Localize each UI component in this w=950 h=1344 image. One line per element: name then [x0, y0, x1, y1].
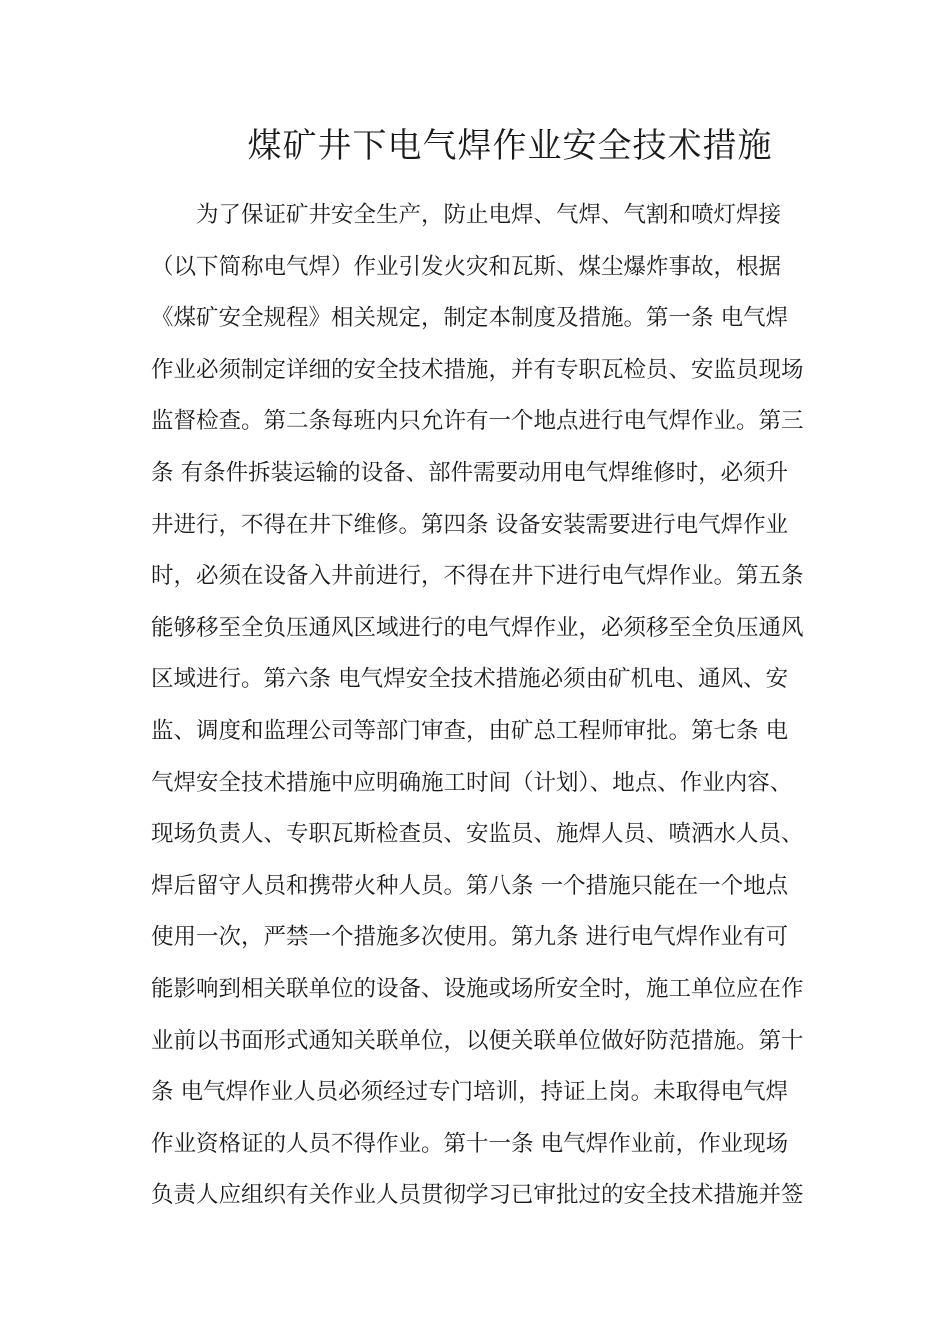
body-line: 业前以书面形式通知关联单位，以便关联单位做好防范措施。第十 [151, 1027, 804, 1054]
body-line: 作业资格证的人员不得作业。第十一条 电气焊作业前，作业现场 [151, 1130, 789, 1157]
body-line: 井进行，不得在井下维修。第四条 设备安装需要进行电气焊作业 [151, 511, 789, 538]
body-line: 区域进行。第六条 电气焊安全技术措施必须由矿机电、通风、安 [151, 666, 789, 693]
document-body [151, 190, 811, 1222]
body-line: 使用一次，严禁一个措施多次使用。第九条 进行电气焊作业有可 [151, 924, 789, 951]
body-line: 时，必须在设备入井前进行，不得在井下进行电气焊作业。第五条 [151, 563, 804, 590]
body-line: 作业必须制定详细的安全技术措施，并有专职瓦检员、安监员现场 [151, 356, 804, 383]
body-line: 《煤矿安全规程》相关规定，制定本制度及措施。第一条 电气焊 [151, 305, 789, 332]
body-line: 为了保证矿井安全生产，防止电焊、气焊、气割和喷灯焊接 [196, 202, 782, 228]
body-line: 条 电气焊作业人员必须经过专门培训，持证上岗。未取得电气焊 [151, 1079, 789, 1106]
document-title: 煤矿井下电气焊作业安全技术措施 [247, 126, 773, 166]
body-line: 能影响到相关联单位的设备、设施或场所安全时，施工单位应在作 [151, 975, 804, 1002]
body-line: 监督检查。第二条每班内只允许有一个地点进行电气焊作业。第三 [151, 408, 804, 435]
body-line: 监、调度和监理公司等部门审查，由矿总工程师审批。第七条 电 [151, 717, 789, 744]
body-line: 条 有条件拆装运输的设备、部件需要动用电气焊维修时，必须升 [151, 459, 789, 486]
body-line: 能够移至全负压通风区域进行的电气焊作业，必须移至全负压通风 [151, 614, 804, 641]
body-line: 气焊安全技术措施中应明确施工时间（计划）、地点、作业内容、 [151, 769, 793, 796]
body-line: 现场负责人、专职瓦斯检查员、安监员、施焊人员、喷洒水人员、 [151, 821, 804, 848]
body-line: （以下简称电气焊）作业引发火灾和瓦斯、煤尘爆炸事故，根据 [151, 253, 782, 280]
body-line: 负责人应组织有关作业人员贯彻学习已审批过的安全技术措施并签 [151, 1182, 804, 1209]
body-line: 焊后留守人员和携带火种人员。第八条 一个措施只能在一个地点 [151, 872, 789, 899]
